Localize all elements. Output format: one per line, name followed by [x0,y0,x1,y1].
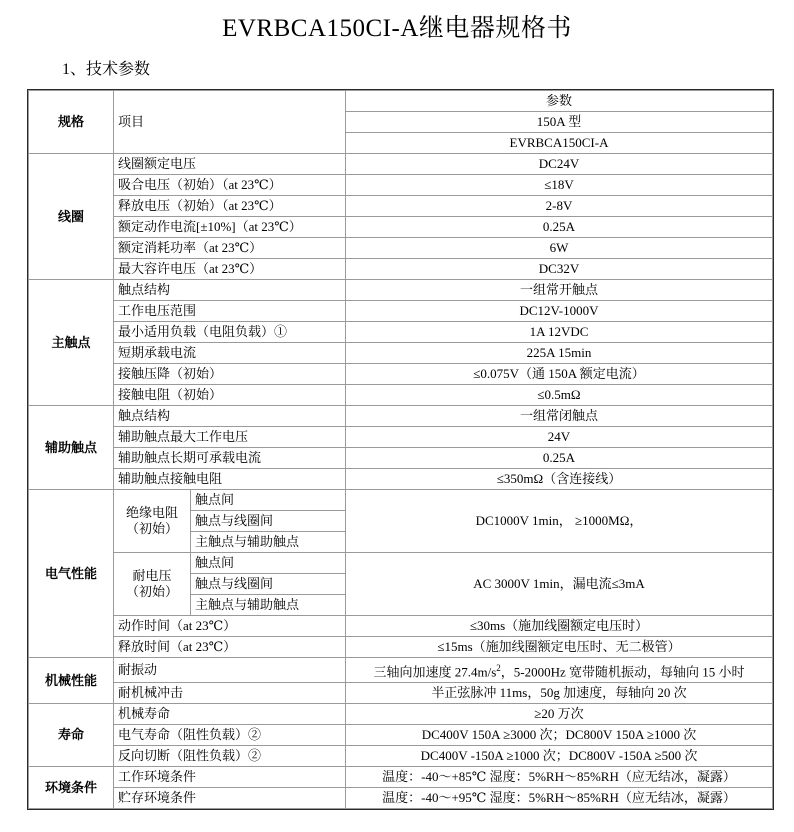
item-label: 机械寿命 [114,704,346,725]
table-header-row [29,91,773,112]
table-row [29,217,773,238]
table-row [29,683,773,704]
item-label-line2: （初始） [125,521,178,536]
item-value: ≤15ms（施加线圈额定电压时、无二极管） [346,637,773,658]
header-cell-item: 项目 [114,91,346,154]
item-label: 额定消耗功率（at 23℃） [114,238,346,259]
table-row [29,767,773,788]
item-label: 贮存环境条件 [114,788,346,809]
sub-item-label: 触点间 [191,490,346,511]
item-label: 额定动作电流[±10%]（at 23℃） [114,217,346,238]
item-label: 反向切断（阻性负载）② [114,746,346,767]
item-label: 释放电压（初始）（at 23℃） [114,196,346,217]
table-row [29,343,773,364]
document-page [0,12,794,832]
table-row [29,448,773,469]
value-suffix: ，5-2000Hz 宽带随机振动，每轴向 15 小时 [500,664,745,680]
sub-item-label: 触点间 [191,553,346,574]
page-title: EVRBCA150CI-A继电器规格书 [222,15,572,42]
item-label: 辅助触点最大工作电压 [114,427,346,448]
table-row [29,385,773,406]
specification-table [28,90,773,809]
item-label-withstand-voltage [114,553,191,616]
item-label: 释放时间（at 23℃） [114,637,346,658]
table-row [29,406,773,427]
section-heading: 1、技术参数 [62,61,151,78]
table-row [29,427,773,448]
item-value: DC1000V 1min， ≥1000MΩ， [346,490,773,553]
item-label: 吸合电压（初始）（at 23℃） [114,175,346,196]
category-label-electrical-performance: 电气性能 [29,490,114,658]
item-value: 一组常开触点 [346,280,773,301]
table-row [29,746,773,767]
table-row [29,725,773,746]
item-value: DC12V-1000V [346,301,773,322]
item-label: 工作环境条件 [114,767,346,788]
item-value: 温度：-40～+95℃ 湿度：5%RH～85%RH（应无结冰，凝露） [346,788,773,809]
table-row [29,616,773,637]
category-label-auxiliary-contacts: 辅助触点 [29,406,114,490]
sub-item-label: 触点与线圈间 [191,574,346,595]
item-label: 辅助触点接触电阻 [114,469,346,490]
item-value: 0.25A [346,217,773,238]
value-prefix: 三轴向加速度 27.4m/s [373,664,497,680]
item-label: 最大容许电压（at 23℃） [114,259,346,280]
item-value: ≤18V [346,175,773,196]
sub-item-label: 主触点与辅助触点 [191,595,346,616]
item-value: 2-8V [346,196,773,217]
item-label: 线圈额定电压 [114,154,346,175]
item-value: 一组常闭触点 [346,406,773,427]
item-label: 工作电压范围 [114,301,346,322]
table-row [29,469,773,490]
item-label: 接触电阻（初始） [114,385,346,406]
header-cell-spec: 规格 [29,91,114,154]
item-label: 最小适用负载（电阻负载）① [114,322,346,343]
item-value: 1A 12VDC [346,322,773,343]
table-body [29,91,773,809]
item-value: 温度：-40～+85℃ 湿度：5%RH～85%RH（应无结冰，凝露） [346,767,773,788]
category-label-coil: 线圈 [29,154,114,280]
table-row [29,322,773,343]
table-row [29,280,773,301]
table-row [29,196,773,217]
table-row [29,259,773,280]
item-label-line2: （初始） [125,584,178,599]
table-row [29,154,773,175]
item-value: ≤30ms（施加线圈额定电压时） [346,616,773,637]
item-label-line1: 绝缘电阻 [125,505,178,520]
table-row [29,175,773,196]
category-label-mechanical-performance: 机械性能 [29,658,114,704]
table-row [29,490,773,511]
item-label: 触点结构 [114,406,346,427]
item-label: 短期承载电流 [114,343,346,364]
item-label: 耐振动 [114,658,346,683]
item-label: 电气寿命（阻性负载）② [114,725,346,746]
item-value: ≤0.5mΩ [346,385,773,406]
item-value-vibration [346,658,773,683]
sub-item-label: 主触点与辅助触点 [191,532,346,553]
category-label-main-contacts: 主触点 [29,280,114,406]
category-label-environment: 环境条件 [29,767,114,809]
item-value: 24V [346,427,773,448]
item-value: 半正弦脉冲 11ms，50g 加速度，每轴向 20 次 [346,683,773,704]
header-cell-model-type: 150A 型 [346,112,773,133]
item-label: 动作时间（at 23℃） [114,616,346,637]
item-label: 接触压降（初始） [114,364,346,385]
item-value: ≤0.075V（通 150A 额定电流） [346,364,773,385]
item-value: DC32V [346,259,773,280]
item-value: ≥20 万次 [346,704,773,725]
item-value: 0.25A [346,448,773,469]
item-label-insulation-resistance [114,490,191,553]
table-row [29,553,773,574]
table-row [29,658,773,683]
table-row [29,301,773,322]
item-label-line1: 耐电压 [132,568,172,583]
value-superscript: 2 [496,663,501,673]
sub-item-label: 触点与线圈间 [191,511,346,532]
table-row [29,704,773,725]
item-label: 耐机械冲击 [114,683,346,704]
item-value: 6W [346,238,773,259]
table-row [29,238,773,259]
item-label: 辅助触点长期可承载电流 [114,448,346,469]
item-label: 触点结构 [114,280,346,301]
table-row [29,364,773,385]
category-label-life: 寿命 [29,704,114,767]
header-cell-param: 参数 [346,91,773,112]
item-value: ≤350mΩ（含连接线） [346,469,773,490]
item-value: AC 3000V 1min，漏电流≤3mA [346,553,773,616]
table-row [29,637,773,658]
item-value: DC24V [346,154,773,175]
header-cell-model-name: EVRBCA150CI-A [346,133,773,154]
item-value: DC400V 150A ≥3000 次；DC800V 150A ≥1000 次 [346,725,773,746]
item-value: DC400V -150A ≥1000 次；DC800V -150A ≥500 次 [346,746,773,767]
table-row [29,788,773,809]
item-value: 225A 15min [346,343,773,364]
